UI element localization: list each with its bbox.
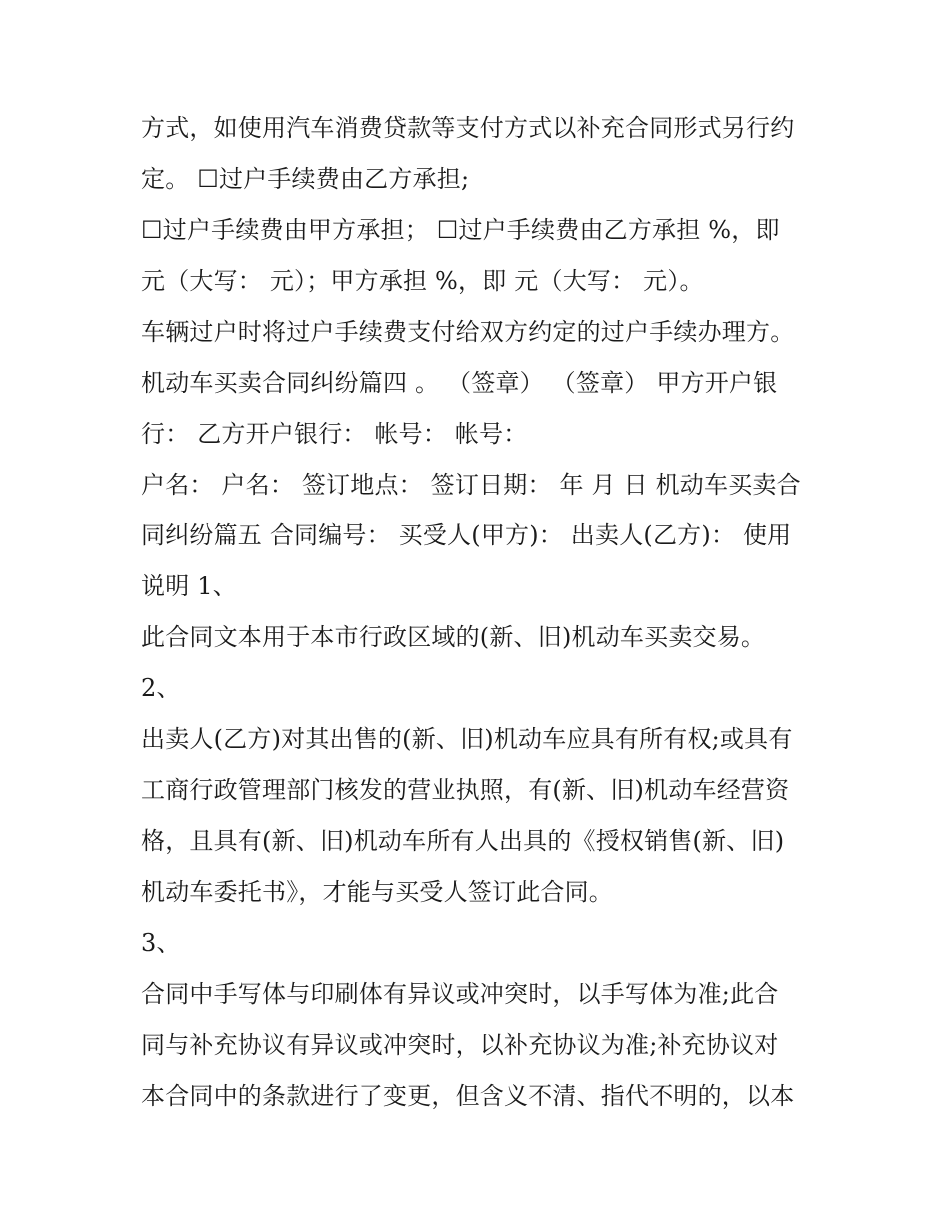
text-line: 出卖人(乙方)对其出售的(新、旧)机动车应具有所有权;或具有 xyxy=(141,725,793,753)
text-line: 行： 乙方开户银行： 帐号： 帐号： xyxy=(141,420,528,448)
text-line: 本合同中的条款进行了变更，但含义不清、指代不明的，以本 xyxy=(141,1082,795,1110)
section-number: 2、 xyxy=(141,674,181,702)
text-line: 此合同文本用于本市行政区域的(新、旧)机动车买卖交易。 xyxy=(141,623,766,651)
text-line: 同与补充协议有异议或冲突时，以补充协议为准;补充协议对 xyxy=(141,1031,779,1059)
text-line: 机动车买卖合同纠纷篇四 。 （签章） （签章） 甲方开户银 xyxy=(141,369,778,397)
text-line: 格，且具有(新、旧)机动车所有人出具的《授权销售(新、旧) xyxy=(141,827,785,855)
text-line: 合同中手写体与印刷体有异议或冲突时，以手写体为准;此合 xyxy=(141,980,779,1008)
text-line: 方式，如使用汽车消费贷款等支付方式以补充合同形式另行约 xyxy=(141,114,795,142)
text-line: 元（大写： 元）；甲方承担 %，即 元（大写： 元）。 xyxy=(141,267,704,295)
text-line: 定。 ☐过户手续费由乙方承担; xyxy=(141,165,470,193)
text-line: 说明 1、 xyxy=(141,572,237,600)
text-line: 车辆过户时将过户手续费支付给双方约定的过户手续办理方。 xyxy=(141,318,795,346)
text-line: 工商行政管理部门核发的营业执照，有(新、旧)机动车经营资 xyxy=(141,776,790,804)
text-line: 同纠纷篇五 合同编号： 买受人(甲方)： 出卖人(乙方)： 使用 xyxy=(141,521,792,549)
text-line: ☐过户手续费由甲方承担； ☐过户手续费由乙方承担 %，即 xyxy=(141,216,780,244)
text-line: 户名： 户名： 签订地点： 签订日期： 年 月 日 机动车买卖合 xyxy=(141,471,801,499)
text-line: 机动车委托书》，才能与买受人签订此合同。 xyxy=(141,878,613,906)
section-number: 3、 xyxy=(141,929,181,957)
